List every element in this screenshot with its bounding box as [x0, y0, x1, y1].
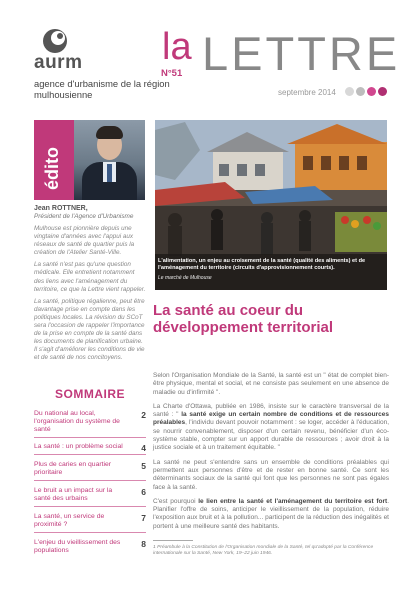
- article-body: [153, 372, 389, 537]
- edito-text: [34, 225, 146, 367]
- toc-item-page: 5: [141, 461, 146, 471]
- photo-caption: L'alimentation, un enjeu au croisement de la santé (qualité des aliments) et de l'aménagement du territoire (circuits d'approvisionnement courts).: [158, 258, 366, 271]
- logo-tagline: agence d'urbanisme de la région mulhousienne: [34, 78, 170, 100]
- article-text: . Planifier l'offre de soins, anticiper le vieillissement de la population, réduire l'exposition aux bruit et à la pollution... participent de la réduction des inégalités et portent à une meilleure santé des habitants.: [153, 497, 389, 530]
- photo-credit: Le marché de Mulhouse: [158, 275, 212, 281]
- toc-divider: [34, 506, 146, 507]
- sommaire-title: SOMMAIRE: [55, 387, 125, 401]
- decorative-dot: [356, 87, 365, 96]
- masthead-prefix: la: [162, 26, 192, 68]
- toc-item-page: 8: [141, 539, 146, 549]
- issue-date: septembre 2014: [278, 88, 336, 97]
- footnote-divider: [153, 540, 193, 541]
- author-portrait: [74, 120, 145, 200]
- footnote: 1 Préambule à la Constitution de l'Organisation mondiale de la Santé, tel qu'adopté par la Conférence internationale sur la Santé, New York, 19–22 juin 1946.: [153, 545, 374, 556]
- toc-item-page: 7: [141, 513, 146, 523]
- edito-author-role: Président de l'Agence d'Urbanisme: [34, 213, 134, 220]
- edito-paragraph: Mulhouse est pionnière depuis une vingtaine d'années avec l'appui aux réseaux de santé de quartier puis la création de l'Atelier Santé-Ville.: [34, 225, 135, 257]
- issue-number: N°51: [161, 68, 183, 79]
- toc-divider: [34, 454, 146, 455]
- decorative-dot: [367, 87, 376, 96]
- toc-item-page: 4: [141, 443, 146, 453]
- article-paragraph: La santé ne peut s'entendre sans un ensemble de conditions préalables qui permettent aux personnes d'être et de rester en bonne santé. Ce sont les déterminants sociaux de la santé qui font que les personnes ne sont pas égales face à la santé.: [153, 458, 389, 491]
- edito-paragraph: La santé n'est pas qu'une question médicale. Elle entretient notamment des liens avec l'aménagement du territoire, ce que la Lettre vient rappeler.: [34, 261, 146, 293]
- edito-label: édito: [42, 147, 62, 190]
- decorative-dot: [345, 87, 354, 96]
- toc-item-label: La santé : un problème social: [34, 443, 123, 450]
- masthead-title: LETTRE: [202, 27, 401, 80]
- article-paragraph: [153, 403, 389, 453]
- edito-author-name: Jean ROTTNER,: [34, 205, 88, 212]
- toc-item-page: 2: [141, 410, 146, 420]
- article-paragraph: [153, 498, 389, 531]
- article-text: C'est pourquoi: [153, 497, 199, 505]
- article-emphasis: la santé exige un certain nombre de conditions et de ressources préalables: [153, 411, 389, 427]
- toc-item-label: La santé, un service de proximité ?: [34, 513, 105, 529]
- article-paragraph: Selon l'Organisation Mondiale de la Santé, la santé est un " état de complet bien-être physique, mental et social, et ne consiste pas seulement en une absence de maladie ou d'infirmité ".: [153, 372, 389, 396]
- toc-item-label: Le bruit a un impact sur la santé des urbains: [34, 487, 113, 503]
- logo-wordmark: aurm: [34, 52, 83, 73]
- toc-divider: [34, 480, 146, 481]
- aurm-logo-icon: [42, 28, 68, 54]
- article-text: La Charte d'Ottawa, publiée en 1986, insiste sur le caractère transversal de la santé : ": [153, 402, 389, 419]
- article-text: , l'individu devant pouvoir notamment : se loger, accéder à l'éducation, se nourrir convenablement, disposer d'un certain revenu, bénéficier d'un éco-système stable, compter sur un apport durable de ressources ; avoir droit à la justice sociale et à un traitement équitable. ": [153, 419, 389, 452]
- article-title: La santé au coeur du développement territorial: [153, 302, 334, 336]
- toc-divider: [34, 437, 146, 438]
- toc-item-page: 6: [141, 487, 146, 497]
- toc-divider: [34, 532, 146, 533]
- decorative-dot: [378, 87, 387, 96]
- toc-item-label: L'enjeu du vieillissement des populations: [34, 539, 121, 555]
- toc-item-label: Du national au local, l'organisation du système de santé: [34, 410, 120, 434]
- toc-item-label: Plus de caries en quartier prioritaire: [34, 461, 112, 477]
- edito-paragraph: La santé, politique régalienne, peut être davantage prise en compte dans les politiques locales. La révision du SCoT sera l'occasion de rappeler l'importance de la prise en compte de la santé dans les documents de planification urbaine. Il s'agit d'améliorer les conditions de vie et de santé de nos concitoyens.: [34, 297, 145, 362]
- article-emphasis: le lien entre la santé et l'aménagement du territoire est fort: [198, 497, 388, 505]
